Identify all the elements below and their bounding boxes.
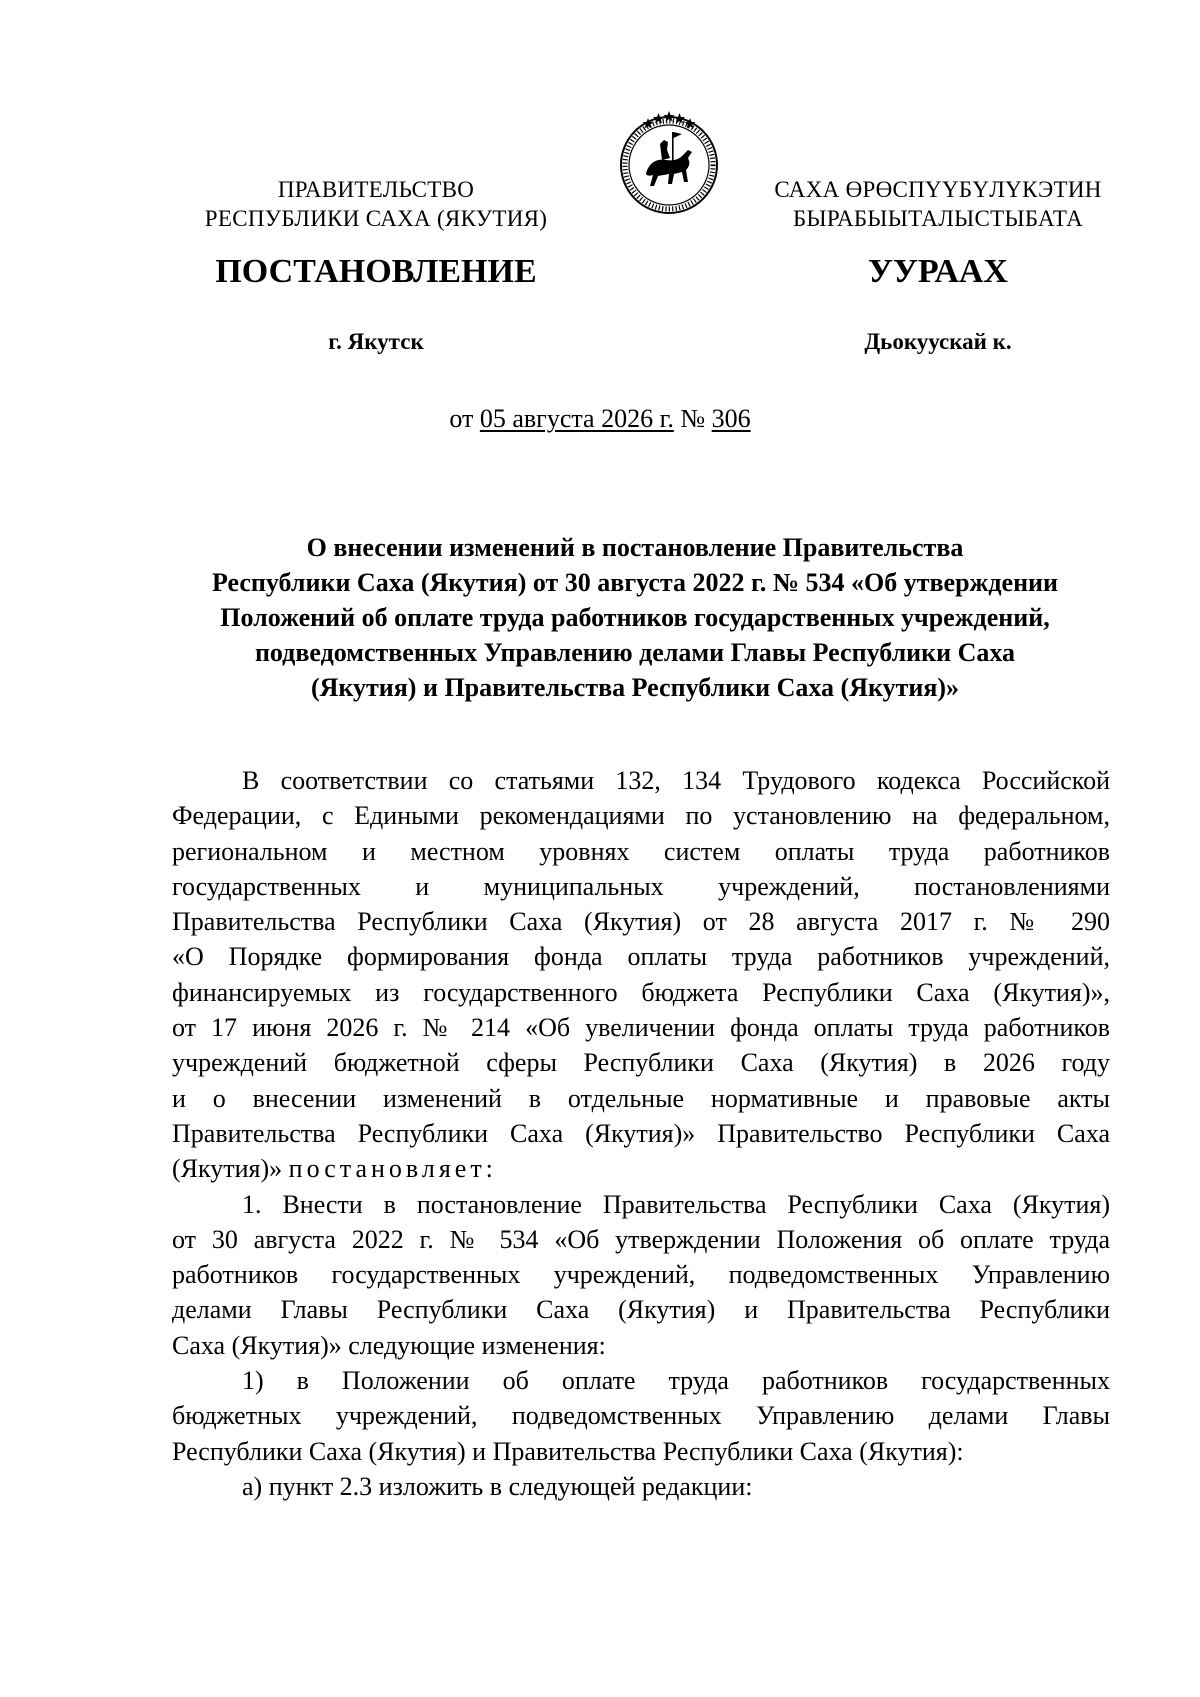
republic-sakha-emblem-icon xyxy=(614,108,724,218)
body-line: Правительства Республики Саха (Якутия) от 28 августа 2017 г. № 290 xyxy=(172,907,1110,937)
title-line: подведомственных Управлению делами Главы Республики Саха xyxy=(254,638,1016,667)
body-line: региональном и местном уровнях систем оплаты труда работников xyxy=(172,836,1110,866)
date-number-line xyxy=(0,403,1200,435)
body-line: «О Порядке формирования фонда оплаты труда работников учреждений, xyxy=(172,942,1110,972)
header-right-line2: БЫРАБЫЫТАЛЫСТЫБАТА xyxy=(792,206,1084,231)
title-line: (Якутия) и Правительства Республики Саха (Якутия)» xyxy=(310,673,960,702)
date-prefix: от xyxy=(449,404,474,433)
document-number: 306 xyxy=(711,404,751,433)
body-line: от 30 августа 2022 г. № 534 «Об утверждении Положения об оплате труда xyxy=(172,1224,1110,1254)
title-line: О внесении изменений в постановление Правительства xyxy=(306,533,964,562)
city-russian: г. Якутск xyxy=(328,329,424,354)
resolves-word: постановляет: xyxy=(288,1154,497,1184)
body-line: Правительства Республики Саха (Якутия)» Правительство Республики Саха xyxy=(172,1118,1110,1148)
document-title xyxy=(160,530,1110,705)
header-left-line2: РЕСПУБЛИКИ САХА (ЯКУТИЯ) xyxy=(204,206,548,231)
number-sign: № xyxy=(680,404,706,433)
body-line: от 17 июня 2026 г. № 214 «Об увеличении фонда оплаты труда работников xyxy=(172,1013,1110,1043)
header-right-line1: САХА ӨРӨСПҮҮБҮЛҮКЭТИН xyxy=(774,177,1102,202)
body-line: Республики Саха (Якутия) и Правительства Республики Саха (Якутия): xyxy=(172,1436,964,1466)
header-right-authority xyxy=(738,175,1138,233)
city-yakut: Дьокуускай к. xyxy=(864,329,1012,354)
header-left-authority xyxy=(156,175,596,233)
body-line: учреждений бюджетной сферы Республики Саха (Якутия) в 2026 году xyxy=(172,1048,1110,1078)
body-line: финансируемых из государственного бюджета Республики Саха (Якутия)», xyxy=(172,977,1110,1007)
body-line xyxy=(172,1151,1110,1186)
body-line-text: (Якутия)» xyxy=(172,1154,283,1184)
title-line: Положений об оплате труда работников государственных учреждений, xyxy=(220,603,1050,632)
body-line: делами Главы Республики Саха (Якутия) и Правительства Республики xyxy=(172,1295,1110,1325)
doc-type-russian: ПОСТАНОВЛЕНИЕ xyxy=(215,253,537,290)
body-line: В соответствии со статьями 132, 134 Трудового кодекса Российской xyxy=(242,766,1110,795)
body-line: 1. Внести в постановление Правительства Республики Саха (Якутия) xyxy=(242,1189,1110,1219)
body-line: а) пункт 2.3 изложить в следующей редакции: xyxy=(242,1471,753,1501)
body-line: работников государственных учреждений, подведомственных Управлению xyxy=(172,1260,1110,1290)
doc-type-yakut: УУРААХ xyxy=(868,253,1008,290)
header-left-line1: ПРАВИТЕЛЬСТВО xyxy=(277,177,475,202)
body-line: и о внесении изменений в отдельные нормативные и правовые акты xyxy=(172,1083,1110,1113)
document-body xyxy=(172,763,1110,1504)
body-line: Федерации, с Едиными рекомендациями по установлению на федеральном, xyxy=(172,801,1110,831)
body-line: государственных и муниципальных учреждений, постановлениями xyxy=(172,871,1110,901)
title-line: Республики Саха (Якутия) от 30 августа 2022 г. № 534 «Об утверждении xyxy=(211,568,1059,597)
body-line: Саха (Якутия)» следующие изменения: xyxy=(172,1330,606,1360)
body-line: бюджетных учреждений, подведомственных Управлению делами Главы xyxy=(172,1401,1110,1431)
body-line: 1) в Положении об оплате труда работников государственных xyxy=(242,1366,1110,1396)
document-date: 05 августа 2026 г. xyxy=(479,404,674,433)
